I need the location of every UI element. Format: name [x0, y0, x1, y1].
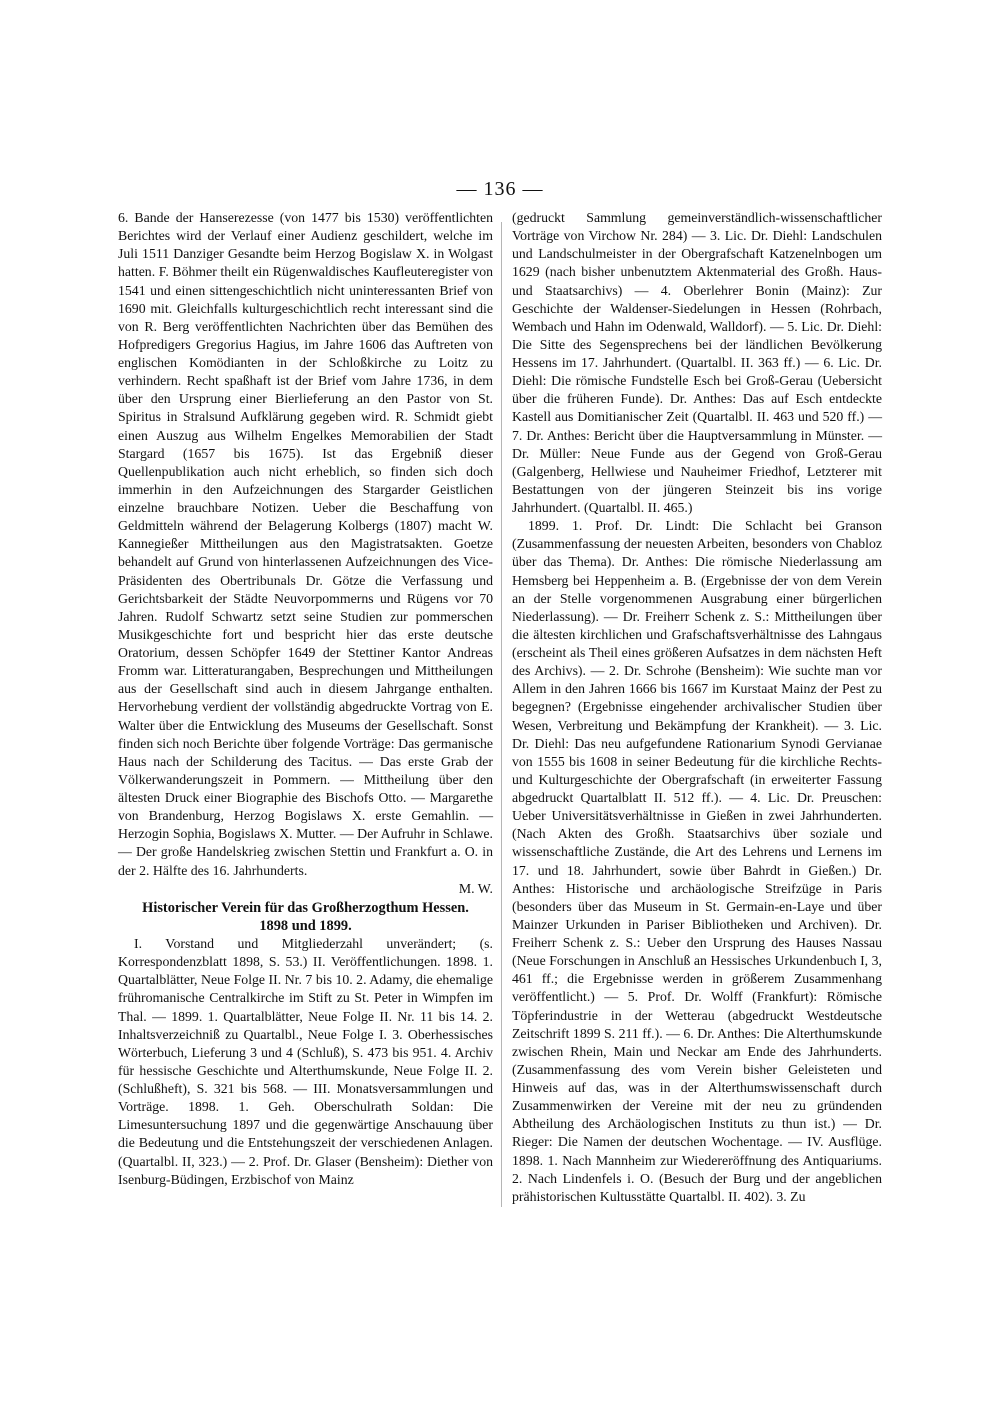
- left-paragraph-2: I. Vorstand und Mitgliederzahl unverändert; (s. Korrespondenzblatt 1898, S. 53.) II. Veröffentlichungen. 1898. 1. Quartalblätter, Neue Folge II. Nr. 7 bis 10. 2. Adamy, die ehemalige frühromanische Centralkirche im Stift zu St. Peter in Wimpfen im Thal. — 1899. 1. Quartalblätter, Neue Folge II. Nr. 11 bis 14. 2. Inhaltsverzeichniß zu Quartalbl., Neue Folge I. 3. Oberhessisches Wörterbuch, Lieferung 3 und 4 (Schluß), S. 473 bis 951. 4. Archiv für hessische Geschichte und Alterthumskunde, Neue Folge II. 2. (Schlußheft), S. 321 bis 568. — III. Monatsversammlungen und Vorträge. 1898. 1. Geh. Oberschulrath Soldan: Die Limesuntersuchung 1897 und die gegenwärtige Anschauung über die Bedeutung und die Entstehungszeit der verschiedenen Anlagen. (Quartalbl. II, 323.) — 2. Prof. Dr. Glaser (Bensheim): Diether von Isenburg-Büdingen, Erzbischof von Mainz: [118, 936, 493, 1187]
- section-heading-years: 1898 und 1899.: [259, 917, 352, 934]
- section-heading: [118, 899, 493, 935]
- left-column: [118, 209, 493, 1189]
- right-paragraph-1: (gedruckt Sammlung gemeinverständlich-wissenschaftlicher Vorträge von Virchow Nr. 284) — 3. Lic. Dr. Diehl: Landschulen und Landschulmeister in der Obergrafschaft Katzenelnbogen um 1629 (nach bisher unbenutztem Aktenmaterial des Großh. Haus- und Staatsarchivs) — 4. Oberlehrer Bonin (Mainz): Zur Geschichte der Waldenser-Siedelungen in Hessen (Rohrbach, Wembach und Hahn im Odenwald, Walldorf). — 5. Lic. Dr. Diehl: Die Sitte des Segensprechens bei der ländlichen Bevölkerung Hessens im 17. Jahrhundert. (Quartalbl. II. 363 ff.) — 6. Lic. Dr. Diehl: Die römische Fundstelle Esch bei Groß-Gerau (Uebersicht über die früheren Funde). Dr. Anthes: Das auf Esch entdeckte Kastell aus Domitianischer Zeit (Quartalbl. II. 463 und 520 ff.) — 7. Dr. Anthes: Bericht über die Hauptversammlung in Münster. — Dr. Müller: Neue Funde aus der Gegend von Groß-Gerau (Galgenberg, Hellwiese und Nauheimer Friedhof, Letzterer mit Bestattungen von der jüngeren Steinzeit bis ins vorige Jahrhundert. (Quartalbl. II. 465.): [512, 210, 882, 515]
- left-paragraph-1: 6. Bande der Hanserezesse (von 1477 bis 1530) veröffentlichten Berichtes wird der Verlauf einer Audienz geschildert, welche im Juli 1511 Danziger Gesandte beim Herzog Bogislaw X. in Wolgast hatten. F. Böhmer theilt ein Rügenwaldisches Kaufleuteregister von 1541 und einen sittengeschichtlich nicht uninteressanten Brief von 1690 mit. Gleichfalls kulturgeschichtlich recht interessant sind die von R. Berg veröffentlichten Nachrichten über das Bemühen des Hofpredigers Gregorius Hagius, im Jahre 1606 das Auftreten von englischen Komödianten in der Schloßkirche zu Loitz zu verhindern. Recht spaßhaft ist der Brief vom Jahre 1736, in dem über den Ursprung einer Bierlieferung an den Pastor von St. Spiritus in Stralsund Aufklärung gegeben wird. R. Schmidt giebt einen Auszug aus Wilhelm Engelkes Memorabilien der Stadt Stargard (1657 bis 1675). Ist das Ergebniß dieser Quellenpublikation auch nicht erheblich, so finden sich doch immerhin in den Aufzeichnungen des Stargarder Geistlichen einzelne brauchbare Notizen. Ueber die Beschaffung von Geldmitteln während der Belagerung Kolbergs (1807) macht W. Kannegießer Mittheilungen aus den Magistratsakten. Goetze behandelt auf Grund von hinterlassenen Aufzeichnungen des Vice-Präsidenten des Obertribunals Dr. Götze die Verfassung und Gerichtsbarkeit der Städte Neuvorpommerns und Rügens vor 70 Jahren. Rudolf Schwartz setzt seine Studien zur pommerschen Musikgeschichte fort und bespricht hier das erste deutsche Oratorium, dessen Schöpfer 1649 der Stettiner Kantor Andreas Fromm war. Litteraturangaben, Besprechungen und Mittheilungen aus der Gesellschaft sind auch in diesem Jahrgange enthalten. Hervorhebung verdient der vollständig abgedruckte Vortrag von E. Walter über die Entwicklung des Museums der Gesellschaft. Sonst finden sich noch Berichte über folgende Vorträge: Das germanische Haus nach der Schilderung des Tacitus. — Das erste Grab der Völkerwanderungszeit in Pommern. — Mittheilung über den ältesten Druck einer Biographie des Bischofs Otto. — Margarethe von Brandenburg, Herzog Bogislaws X. erste Gemahlin. — Herzogin Sophia, Bogislaws X. Mutter. — Der Aufruhr in Schlawe. — Der große Handelskrieg zwischen Stettin und Frankfurt a. O. in der 2. Hälfte des 16. Jahrhunderts.: [118, 210, 493, 878]
- section-heading-title: Historischer Verein für das Großherzogthum Hessen.: [142, 899, 469, 916]
- author-signature: M. W.: [458, 880, 493, 896]
- page-number: — 136 —: [456, 178, 544, 200]
- column-divider: [501, 222, 502, 1207]
- right-column: [512, 209, 882, 1206]
- right-paragraph-2: 1899. 1. Prof. Dr. Lindt: Die Schlacht bei Granson (Zusammenfassung der neuesten Arbeiten, besonders von Chabloz über das Thema). Dr. Anthes: Die römische Niederlassung am Hemsberg bei Heppenheim a. B. (Ergebnisse der von dem Verein an der Stelle vorgenommenen Ausgrabung einer bürgerlichen Niederlassung). — Dr. Freiherr Schenk z. S.: Mittheilungen über die ältesten kirchlichen und Grafschaftsverhältnisse des Lahngaus (erscheint als Theil eines größeren Aufsatzes in dem nächsten Heft des Archivs). — 2. Dr. Schrohe (Bensheim): Wie suchte man vor Allem in den Jahren 1666 bis 1667 im Kurstaat Mainz der Pest zu begegnen? (Ergebnisse eingehender archivalischer Studien über Wesen, Verbreitung und Bekämpfung der Krankheit). — 3. Lic. Dr. Diehl: Das neu aufgefundene Rationarium Synodi Gervianae von 1555 bis 1608 in seiner Bedeutung für die kirchliche Rechts- und Kulturgeschichte der Obergrafschaft (in erweiterter Fassung abgedruckt Quartalblatt II. 512 ff.). — 4. Lic. Dr. Preuschen: Ueber Universitätsverhältnisse in Gießen in zwei Jahrhunderten. (Nach Akten des Großh. Staatsarchivs über soziale und wissenschaftliche Zustände, die Art des Lehrens und Lernens im 17. und 18. Jahrhundert, sowie über Bahrdt in Gießen.) Dr. Anthes: Historische und archäologische Streifzüge in Paris (besonders über das Museum in St. Germain-en-Laye und über Mainzer Urkunden in Pariser Bibliotheken und Archiven). Dr. Freiherr Schenk z. S.: Ueber den Ursprung des Hauses Nassau (Neue Forschungen in Anschluß an Hessisches Urkundenbuch I, 3, 461 ff.; die Ergebnisse werden in größerem Zusammenhang veröffentlicht.) — 5. Prof. Dr. Wolff (Frankfurt): Römische Töpferindustrie in der Wetterau (abgedruckt Westdeutsche Zeitschrift 1899 S. 211 ff.). — 6. Dr. Anthes: Die Alterthumskunde zwischen Rhein, Main und Neckar am Ende des Jahrhunderts. (Zusammenfassung des vom Verein bisher Geleisteten und Hinweis auf das, was in der Alterthumswissenschaft durch Zusammenwirken der Vereine mit der neu zu gründenden Abtheilung des Archäologischen Instituts zu thun ist.) — Dr. Rieger: Die Namen der deutschen Wochentage. — IV. Ausflüge. 1898. 1. Nach Mannheim zur Wiedereröffnung des Antiquariums. 2. Nach Lindenfels i. O. (Besuch der Burg und der angeblichen prähistorischen Kultusstätte Quartalbl. II. 402). 3. Zu: [512, 518, 882, 1204]
